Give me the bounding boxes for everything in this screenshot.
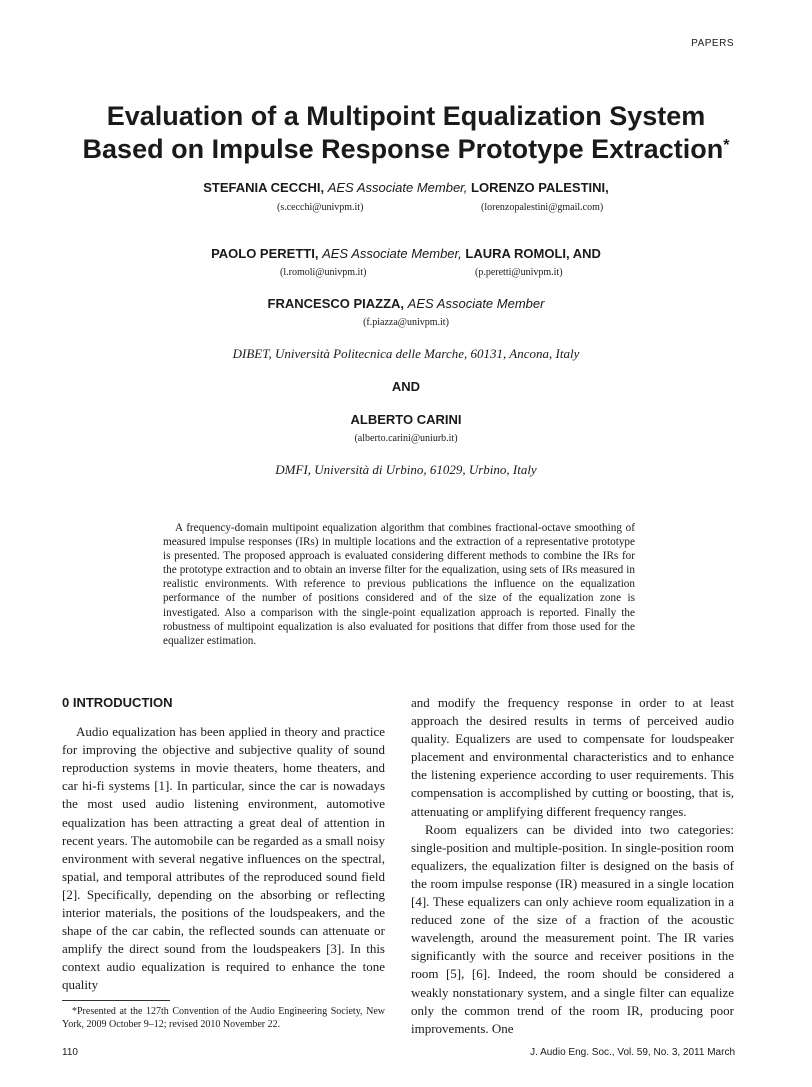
footnote: [62, 1006, 385, 1031]
author-romoli: LAURA ROMOLI, AND: [465, 246, 601, 261]
email-piazza: (f.piazza@univpm.it): [363, 317, 449, 328]
paper-title: [0, 100, 812, 166]
title-line-1: Evaluation of a Multipoint Equalization System: [106, 101, 706, 131]
and-separator: [0, 379, 812, 394]
author-line-3: [0, 296, 812, 311]
abstract-text: A frequency-domain multipoint equalization algorithm that combines fractional-octave smoothing of measured impulse responses (IRs) in multiple locations and the extraction of a representative prototype is presented. The proposed approach is evaluated considering different methods to combine the IRs for the prototype extraction and to obtain an inverse filter for the equalization, using sets of IRs measured in realistic environments. With reference to previous publications the influence on the equalization performance of the number of positions considered and of the size of the equalization zone is investigated. Also a comparison with the single-point equalization approach is reported. Finally the robustness of multipoint equalization is also evaluated for positions that differ from those used for the equalizer estimation.: [163, 522, 635, 647]
intro-paragraph-1: Audio equalization has been applied in theory and practice for improving the objective and subjective quality of sound reproduction systems in movie theaters, home theaters, and car hi-fi systems [1]. In particular, since the car is nowadays the most used audio listening environment, automotive equalization has been attracting a great deal of attention in recent years. The automobile can be regarded as a small noisy environment with several negative influences on the spectral, spatial, and temporal attributes of the reproduced sound field [2]. Specifically, depending on the absorbing or reflecting interior materials, the positions of the loudspeakers, and the shape of the car cabin, the reflected sounds can attenuate or amplify the direct sound from the loudspeakers [3]. In this context audio equalization is required to enhance the tone quality: [62, 724, 385, 993]
author-peretti: PAOLO PERETTI,: [211, 246, 319, 261]
abstract: [163, 521, 635, 648]
email-palestini: (lorenzopalestini@gmail.com): [481, 202, 604, 213]
title-footnote-mark: *: [723, 137, 730, 154]
author-cecchi: STEFANIA CECCHI,: [203, 180, 325, 195]
email-cecchi: (s.cecchi@univpm.it): [277, 202, 364, 213]
author-cecchi-role: AES Associate Member,: [327, 180, 468, 195]
email-romoli: (l.romoli@univpm.it): [280, 267, 367, 278]
section-tag: PAPERS: [691, 38, 734, 49]
footnote-text: *Presented at the 127th Convention of the Audio Engineering Society, New York, 2009 October 9–12; revised 2010 November 22.: [62, 1006, 385, 1030]
footnote-rule: [62, 1000, 170, 1001]
section-heading-introduction: 0 INTRODUCTION: [62, 695, 173, 710]
author-line-4: [0, 412, 812, 427]
author-peretti-role: AES Associate Member,: [322, 246, 462, 261]
intro-paragraph-continuation: and modify the frequency response in order to at least approach the desired results in terms of perceived audio quality. Equalizers are used to compensate for loudspeaker placement and environmental characteristics and to enhance the listening experience according to user requirements. This compensation is accomplished by cutting or boosting, that is, attenuating or amplifying different frequency ranges.: [411, 695, 734, 819]
author-piazza-role: AES Associate Member: [407, 296, 545, 311]
email-peretti: (p.peretti@univpm.it): [475, 267, 563, 278]
email-carini: (alberto.carini@uniurb.it): [354, 433, 458, 444]
and-text: AND: [391, 379, 421, 394]
author-line-1: [0, 180, 812, 195]
journal-reference: J. Audio Eng. Soc., Vol. 59, No. 3, 2011 March: [530, 1047, 735, 1058]
intro-paragraph-2: Room equalizers can be divided into two categories: single-position and multiple-position. In single-position room equalizers, the equalization filter is designed on the basis of the room impulse response (IR) measured in a single location [4]. These equalizers can only achieve room equalization in a reduced zone of the size of a fraction of the acoustic wavelength, around the measurement point. The IR varies significantly with the source and receiver positions in the room [5], [6]. Indeed, the room should be considered a weakly nonstationary system, and a single filter can equalize only the common trend of the room IR, producing poor improvements. One: [411, 821, 734, 1036]
title-line-2: [0, 133, 812, 166]
body-column-left: [62, 694, 385, 995]
author-line-2: [0, 246, 812, 261]
page-number: 110: [62, 1047, 78, 1058]
affiliation-dibet: DIBET, Università Politecnica delle Marche, 60131, Ancona, Italy: [232, 346, 580, 361]
author-carini: ALBERTO CARINI: [350, 412, 462, 427]
title-line-2-text: Based on Impulse Response Prototype Extraction: [82, 134, 724, 164]
author-palestini: LORENZO PALESTINI,: [471, 180, 609, 195]
author-piazza: FRANCESCO PIAZZA,: [267, 296, 405, 311]
affiliation-dmfi: DMFI, Università di Urbino, 61029, Urbino, Italy: [275, 462, 537, 477]
body-column-right: [411, 694, 734, 1038]
